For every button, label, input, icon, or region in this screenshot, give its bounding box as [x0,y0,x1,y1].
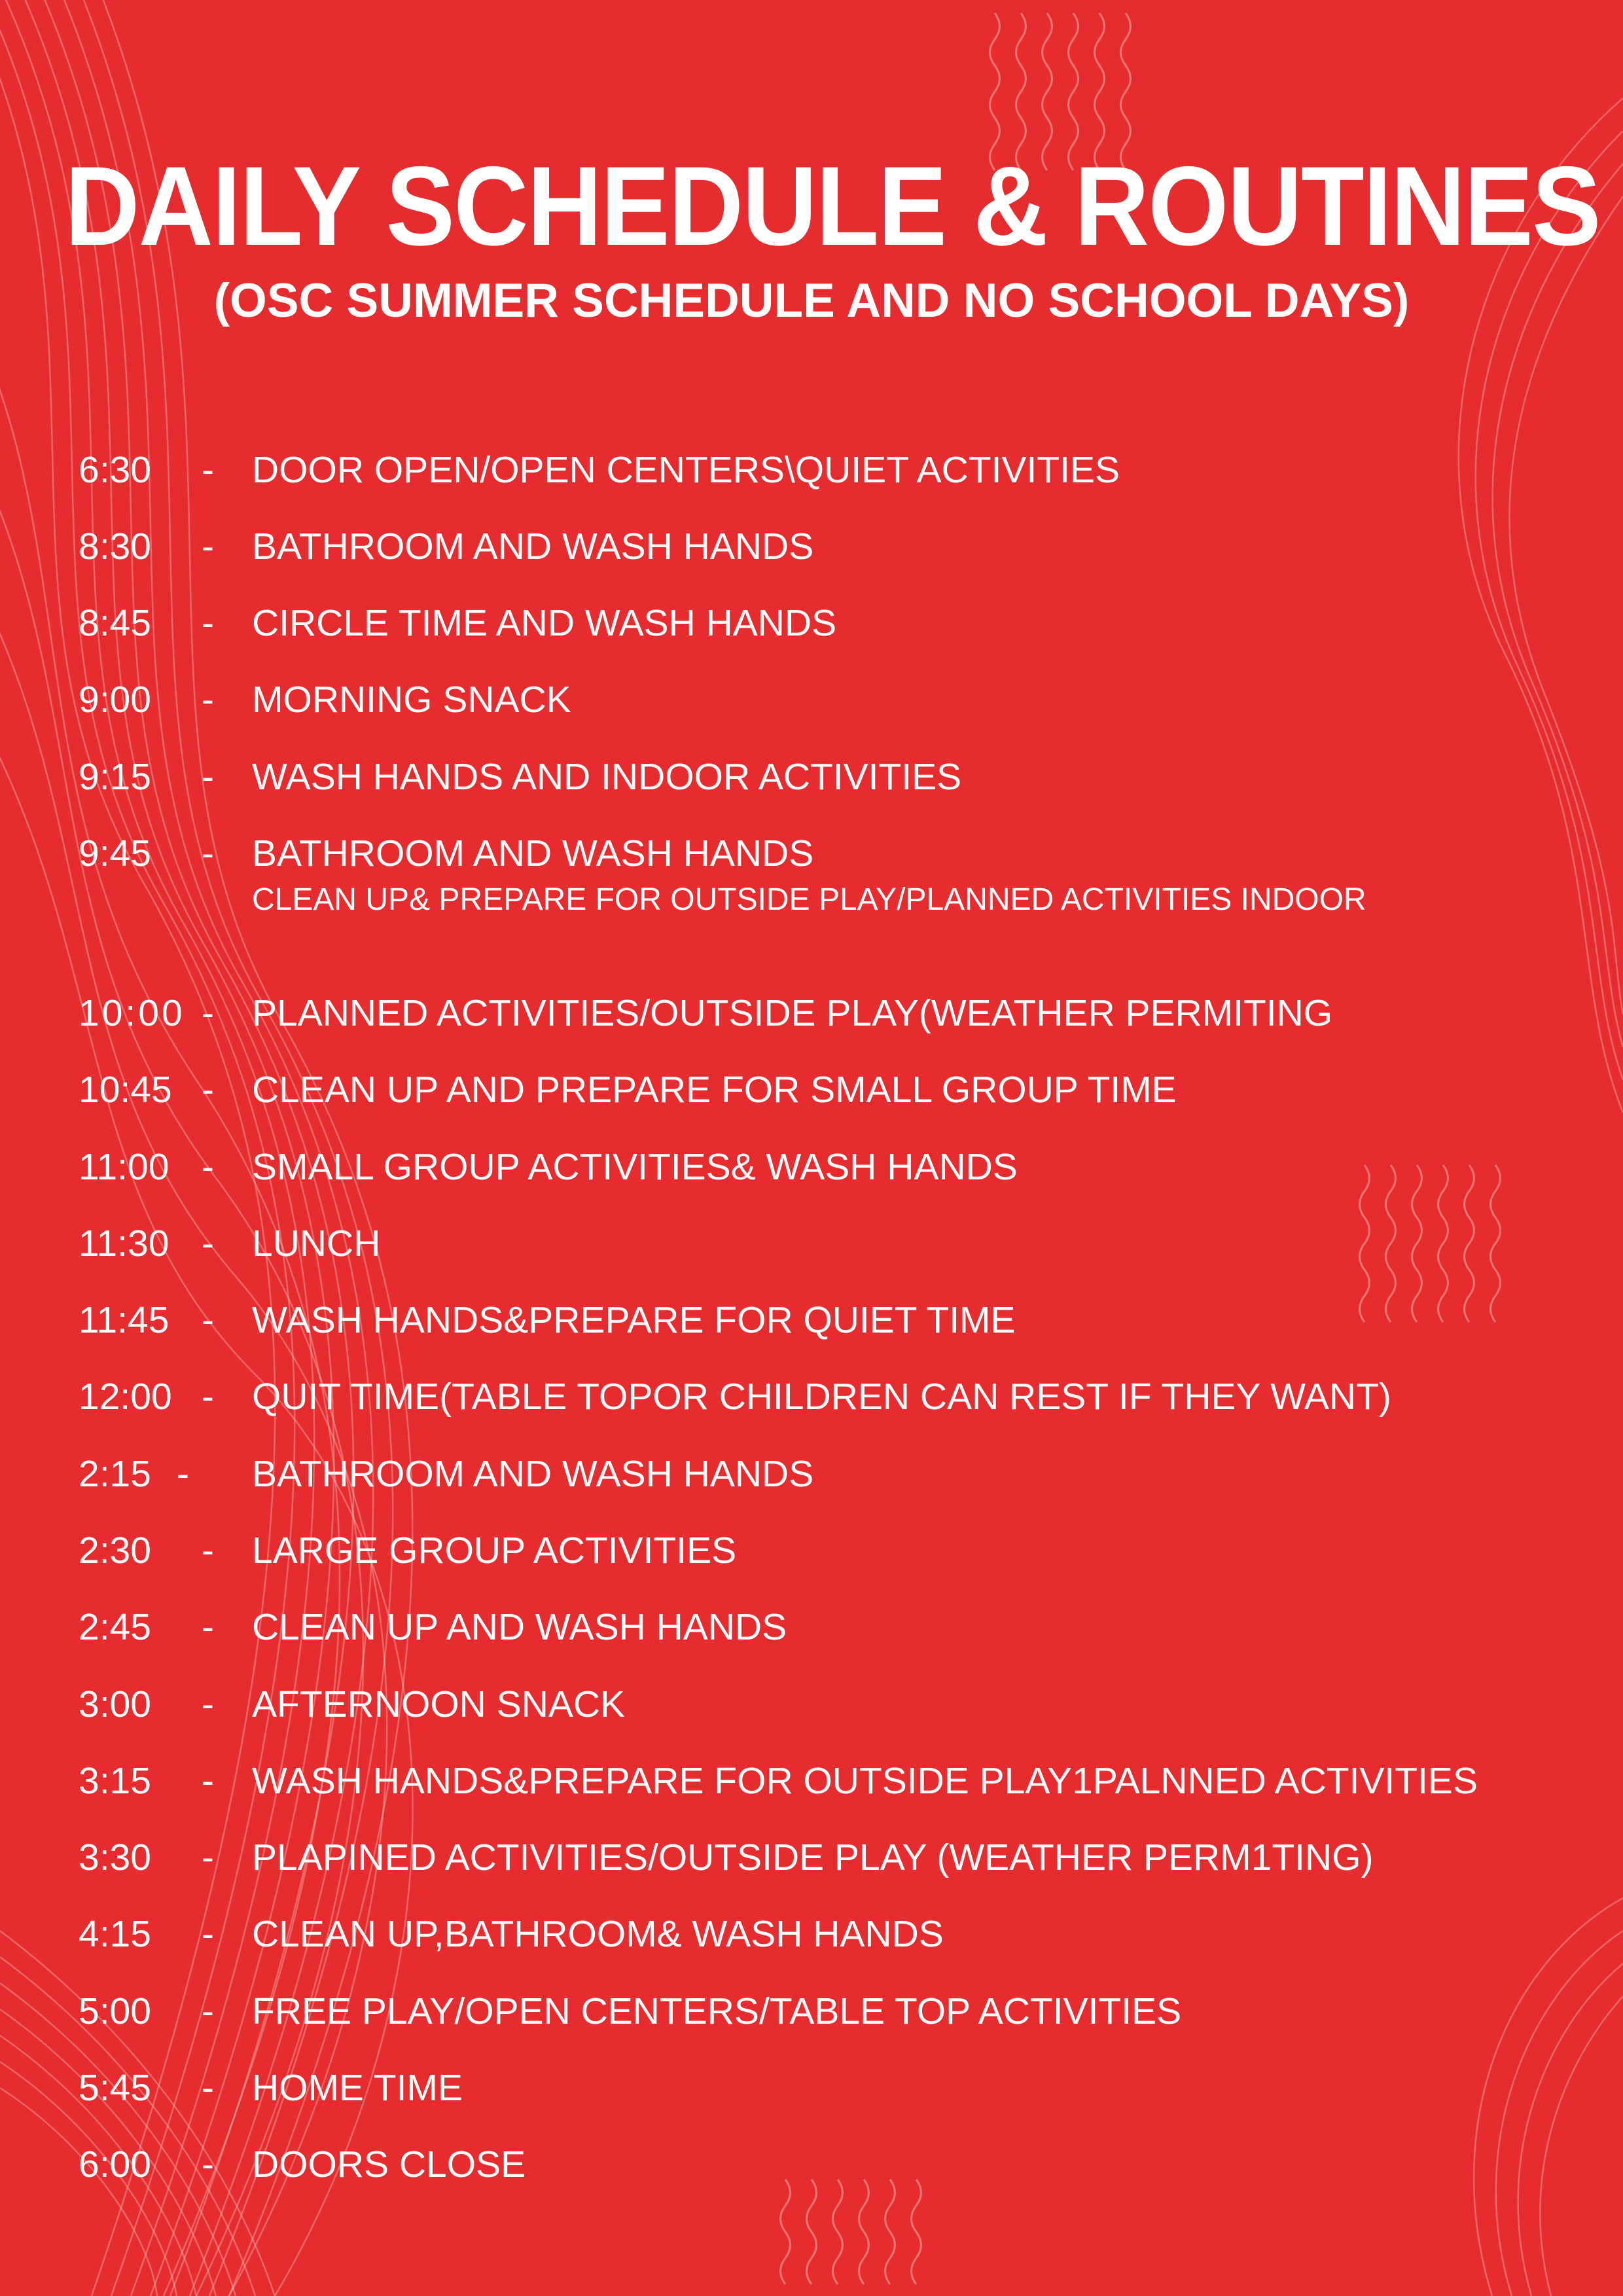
schedule-separator: - [202,602,214,644]
schedule-activity: WASH HANDS&PREPARE FOR OUTSIDE PLAY1PALNNED ACTIVITIES [252,1760,1478,1802]
schedule-row [0,987,1623,1039]
schedule-time: 8:30 [79,526,151,567]
schedule-time: 6:30 [79,449,151,491]
schedule-row [0,1371,1623,1423]
schedule-time: 3:15 [79,1760,151,1802]
schedule-activity: CIRCLE TIME AND WASH HANDS [252,602,837,644]
schedule-row [0,1217,1623,1270]
schedule-separator: - [202,992,214,1034]
schedule-row [0,444,1623,496]
schedule-time: 11:00 [79,1146,169,1188]
schedule-row [0,1831,1623,1884]
schedule-separator: - [202,679,214,721]
schedule-row [0,520,1623,573]
schedule-activity: MORNING SNACK [252,679,571,721]
schedule-activity: PLANNED ACTIVITIES/OUTSIDE PLAY(WEATHER PERMITING [252,992,1333,1034]
schedule-activity-note: CLEAN UP& PREPARE FOR OUTSIDE PLAY/PLANNED ACTIVITIES INDOOR [252,882,1366,917]
schedule-activity: WASH HANDS AND INDOOR ACTIVITIES [252,756,962,798]
schedule-separator: - [202,2067,214,2109]
schedule-separator: - [202,1683,214,1725]
schedule-activity: BATHROOM AND WASH HANDS [252,526,814,567]
schedule-activity: DOOR OPEN/OPEN CENTERS\QUIET ACTIVITIES [252,449,1120,491]
schedule-time: 2:45 [79,1606,151,1648]
schedule-row [0,1908,1623,1960]
schedule-time: 11:45 [79,1299,169,1341]
schedule-time: 10:00 [79,992,185,1034]
schedule-row [0,1294,1623,1346]
schedule-activity: FREE PLAY/OPEN CENTERS/TABLE TOP ACTIVITIES [252,1990,1182,2032]
schedule-activity: BATHROOM AND WASH HANDS [252,1453,814,1495]
schedule-time: 11:30 [79,1223,169,1265]
schedule-time: 10:45 [79,1069,172,1111]
schedule-separator: - [202,1990,214,2032]
schedule-activity: CLEAN UP AND WASH HANDS [252,1606,787,1648]
schedule-activity: LUNCH [252,1223,381,1265]
schedule-separator: - [202,526,214,567]
schedule-activity: PLAPINED ACTIVITIES/OUTSIDE PLAY (WEATHER PERM1TING) [252,1837,1374,1878]
schedule-separator: - [202,1837,214,1878]
schedule-activity: WASH HANDS&PREPARE FOR QUIET TIME [252,1299,1016,1341]
schedule-separator: - [202,1146,214,1188]
schedule-time: 5:00 [79,1990,151,2032]
right-wave-lines [1459,98,1623,2296]
schedule-activity: CLEAN UP AND PREPARE FOR SMALL GROUP TIME [252,1069,1177,1111]
schedule-separator: - [202,449,214,491]
page-title: DAILY SCHEDULE & ROUTINES [65,143,1600,269]
page-subtitle: (OSC SUMMER SCHEDULE AND NO SCHOOL DAYS) [213,274,1410,327]
schedule-time: 2:15 [79,1453,151,1495]
schedule-row [0,1985,1623,2037]
schedule-separator: - [202,1069,214,1111]
schedule-row [0,2062,1623,2114]
schedule-activity: CLEAN UP,BATHROOM& WASH HANDS [252,1913,944,1955]
schedule-separator: - [202,1299,214,1341]
schedule-time: 9:15 [79,756,151,798]
schedule-separator: - [202,833,214,874]
schedule-row [0,1141,1623,1193]
schedule-row [0,597,1623,649]
schedule-row [0,751,1623,803]
schedule-activity: AFTERNOON SNACK [252,1683,626,1725]
schedule-row [0,1755,1623,1807]
schedule-time: 3:00 [79,1683,151,1725]
schedule-time: 3:30 [79,1837,151,1878]
schedule-separator: - [177,1453,189,1495]
schedule-time: 4:15 [79,1913,151,1955]
schedule-row [0,827,1623,880]
schedule-row [0,1064,1623,1116]
schedule-row [0,2138,1623,2191]
schedule-separator: - [202,756,214,798]
schedule-separator: - [202,1913,214,1955]
schedule-row [0,1524,1623,1577]
schedule-separator: - [202,1606,214,1648]
schedule-row [0,1448,1623,1500]
schedule-row [0,1601,1623,1653]
schedule-separator: - [202,2144,214,2185]
schedule-activity: SMALL GROUP ACTIVITIES& WASH HANDS [252,1146,1018,1188]
schedule-separator: - [202,1760,214,1802]
schedule-separator: - [202,1376,214,1418]
schedule-time: 5:45 [79,2067,151,2109]
schedule-row [0,673,1623,726]
schedule-activity: QUIT TIME(TABLE TOPOR CHILDREN CAN REST IF THEY WANT) [252,1376,1391,1418]
schedule-activity: DOORS CLOSE [252,2144,526,2185]
schedule-activity: HOME TIME [252,2067,463,2109]
schedule-separator: - [202,1223,214,1265]
schedule-row [0,1678,1623,1731]
schedule-activity: BATHROOM AND WASH HANDS [252,833,814,874]
schedule-time: 6:00 [79,2144,151,2185]
schedule-time: 2:30 [79,1530,151,1571]
schedule-time: 9:00 [79,679,151,721]
schedule-time: 8:45 [79,602,151,644]
schedule-time: 9:45 [79,833,151,874]
schedule-separator: - [202,1530,214,1571]
schedule-activity: LARGE GROUP ACTIVITIES [252,1530,737,1571]
schedule-time: 12:00 [79,1376,172,1418]
